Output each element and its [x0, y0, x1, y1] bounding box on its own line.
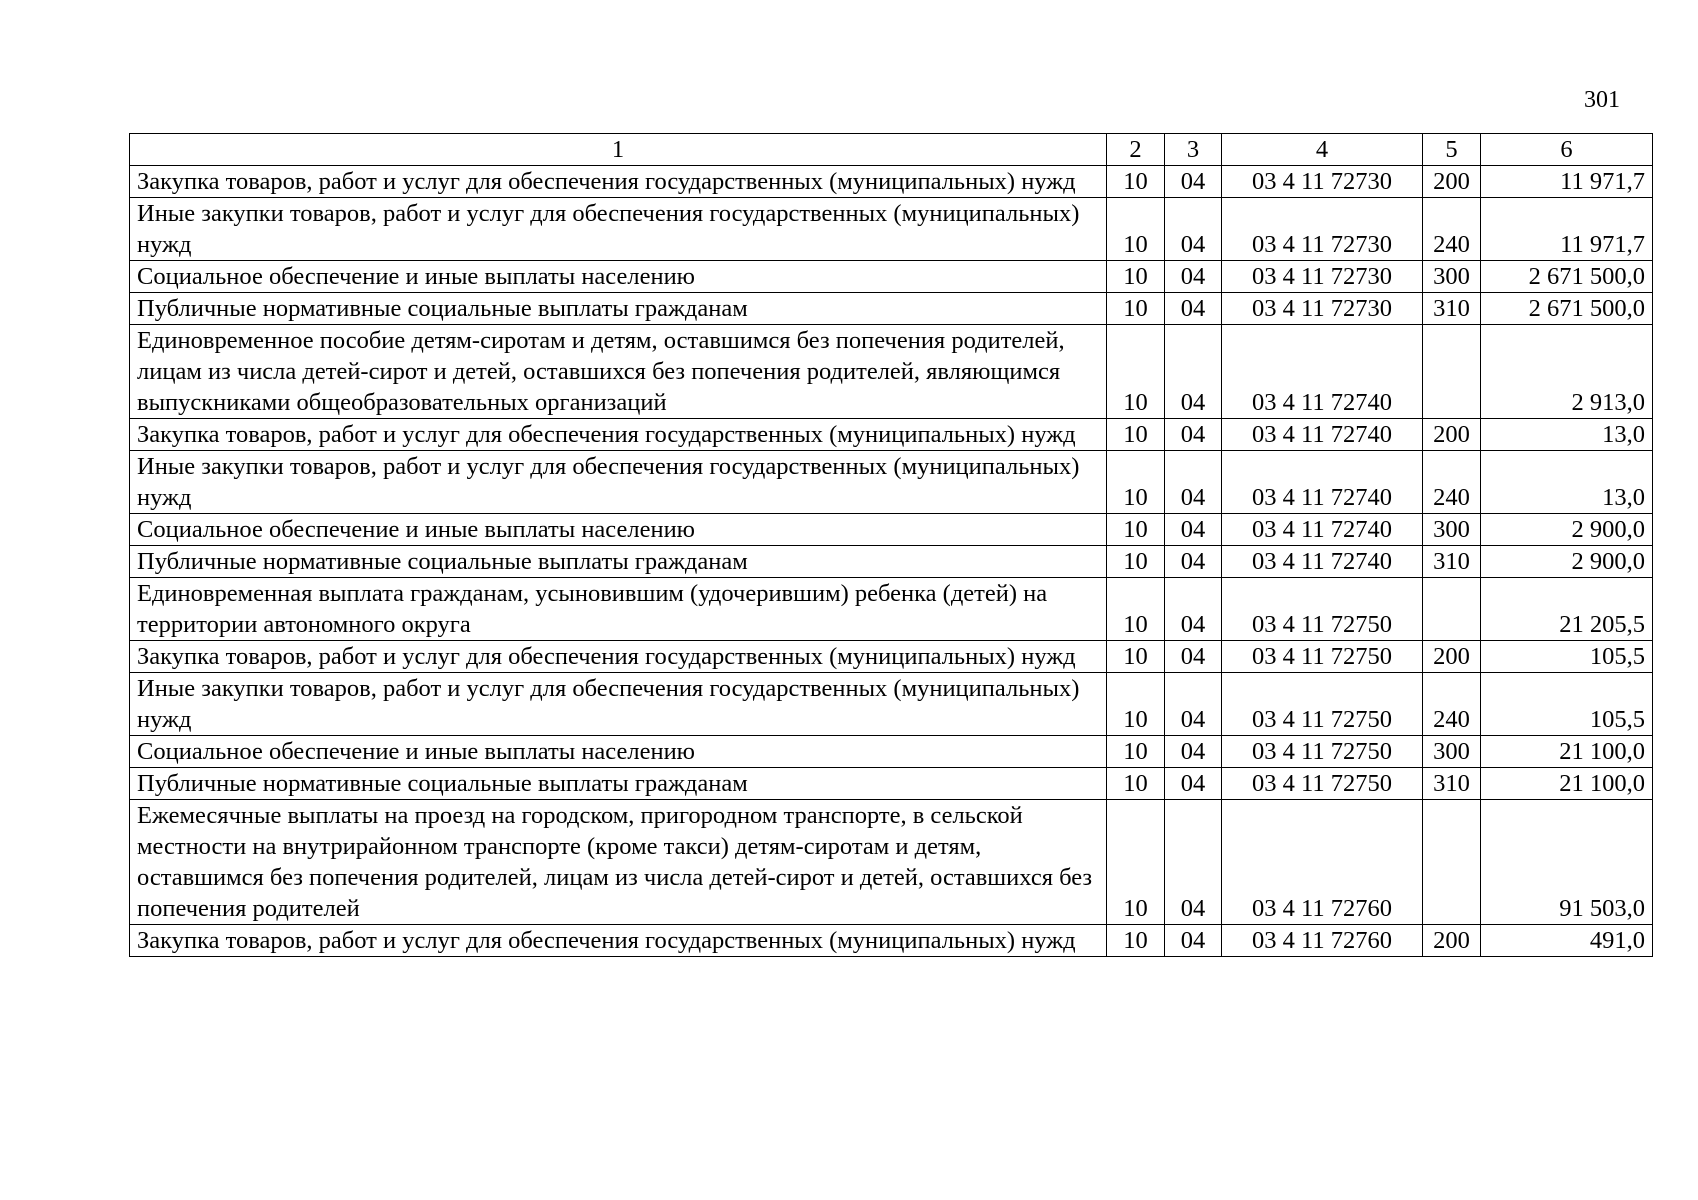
row-target-article-cell: 03 4 11 72750: [1222, 578, 1423, 641]
row-section-cell: 10: [1107, 293, 1165, 325]
header-cell-5: 5: [1423, 134, 1481, 166]
row-target-article-cell: 03 4 11 72750: [1222, 768, 1423, 800]
row-expense-type-cell: 200: [1423, 419, 1481, 451]
table-row: [130, 451, 1653, 514]
row-subsection-cell: 04: [1165, 514, 1222, 546]
header-cell-6: 6: [1481, 134, 1653, 166]
table-row: [130, 325, 1653, 419]
row-expense-type-cell: [1423, 578, 1481, 641]
row-amount-cell: 13,0: [1481, 419, 1653, 451]
row-subsection-cell: 04: [1165, 325, 1222, 419]
row-name-cell: Публичные нормативные социальные выплаты гражданам: [130, 293, 1107, 325]
header-cell-4: 4: [1222, 134, 1423, 166]
table-row: [130, 514, 1653, 546]
row-target-article-cell: 03 4 11 72730: [1222, 198, 1423, 261]
row-subsection-cell: 04: [1165, 451, 1222, 514]
row-name-cell: Социальное обеспечение и иные выплаты населению: [130, 261, 1107, 293]
table-row: [130, 641, 1653, 673]
row-subsection-cell: 04: [1165, 768, 1222, 800]
row-name-cell: Социальное обеспечение и иные выплаты населению: [130, 736, 1107, 768]
page-number: 301: [1584, 87, 1620, 113]
row-amount-cell: 11 971,7: [1481, 166, 1653, 198]
row-target-article-cell: 03 4 11 72740: [1222, 514, 1423, 546]
row-name-cell: Иные закупки товаров, работ и услуг для обеспечения государственных (муниципальных) нужд: [130, 198, 1107, 261]
table-row: [130, 546, 1653, 578]
table-row: [130, 419, 1653, 451]
row-amount-cell: 2 913,0: [1481, 325, 1653, 419]
row-section-cell: 10: [1107, 514, 1165, 546]
row-name-cell: Публичные нормативные социальные выплаты гражданам: [130, 546, 1107, 578]
table-row: [130, 198, 1653, 261]
row-amount-cell: 21 205,5: [1481, 578, 1653, 641]
row-target-article-cell: 03 4 11 72730: [1222, 166, 1423, 198]
row-amount-cell: 2 671 500,0: [1481, 293, 1653, 325]
row-section-cell: 10: [1107, 925, 1165, 957]
row-amount-cell: 91 503,0: [1481, 800, 1653, 925]
row-target-article-cell: 03 4 11 72750: [1222, 641, 1423, 673]
row-expense-type-cell: [1423, 325, 1481, 419]
row-subsection-cell: 04: [1165, 925, 1222, 957]
row-section-cell: 10: [1107, 546, 1165, 578]
row-target-article-cell: 03 4 11 72740: [1222, 325, 1423, 419]
row-section-cell: 10: [1107, 166, 1165, 198]
table-row: [130, 736, 1653, 768]
budget-table-body: [130, 134, 1653, 957]
row-subsection-cell: 04: [1165, 419, 1222, 451]
header-cell-1: 1: [130, 134, 1107, 166]
row-name-cell: Закупка товаров, работ и услуг для обеспечения государственных (муниципальных) нужд: [130, 641, 1107, 673]
row-expense-type-cell: 200: [1423, 641, 1481, 673]
header-cell-3: 3: [1165, 134, 1222, 166]
table-row: [130, 673, 1653, 736]
row-subsection-cell: 04: [1165, 546, 1222, 578]
row-amount-cell: 21 100,0: [1481, 768, 1653, 800]
row-name-cell: Закупка товаров, работ и услуг для обеспечения государственных (муниципальных) нужд: [130, 166, 1107, 198]
table-row: [130, 768, 1653, 800]
row-section-cell: 10: [1107, 198, 1165, 261]
row-expense-type-cell: 200: [1423, 925, 1481, 957]
row-target-article-cell: 03 4 11 72740: [1222, 546, 1423, 578]
row-name-cell: Ежемесячные выплаты на проезд на городском, пригородном транспорте, в сельской местности на внутрирайонном транспорте (кроме такси) детям-сиротам и детям, оставшимся без попечения родителей, лицам из числа детей-сирот и детей, оставшихся без попечения родителей: [130, 800, 1107, 925]
row-name-cell: Иные закупки товаров, работ и услуг для обеспечения государственных (муниципальных) нужд: [130, 451, 1107, 514]
table-row: [130, 293, 1653, 325]
row-target-article-cell: 03 4 11 72750: [1222, 736, 1423, 768]
row-target-article-cell: 03 4 11 72730: [1222, 261, 1423, 293]
row-target-article-cell: 03 4 11 72730: [1222, 293, 1423, 325]
row-amount-cell: 105,5: [1481, 641, 1653, 673]
budget-table: [129, 133, 1653, 957]
row-section-cell: 10: [1107, 578, 1165, 641]
table-row: [130, 925, 1653, 957]
table-header-row: [130, 134, 1653, 166]
row-section-cell: 10: [1107, 451, 1165, 514]
row-expense-type-cell: 240: [1423, 198, 1481, 261]
row-subsection-cell: 04: [1165, 641, 1222, 673]
row-expense-type-cell: 310: [1423, 546, 1481, 578]
row-target-article-cell: 03 4 11 72760: [1222, 800, 1423, 925]
row-expense-type-cell: 300: [1423, 261, 1481, 293]
row-subsection-cell: 04: [1165, 293, 1222, 325]
row-name-cell: Социальное обеспечение и иные выплаты населению: [130, 514, 1107, 546]
table-row: [130, 166, 1653, 198]
row-expense-type-cell: 240: [1423, 451, 1481, 514]
row-name-cell: Единовременное пособие детям-сиротам и детям, оставшимся без попечения родителей, лицам из числа детей-сирот и детей, оставшихся без попечения родителей, являющимся выпускниками общеобразовательных организаций: [130, 325, 1107, 419]
row-subsection-cell: 04: [1165, 578, 1222, 641]
row-expense-type-cell: 200: [1423, 166, 1481, 198]
header-cell-2: 2: [1107, 134, 1165, 166]
row-section-cell: 10: [1107, 325, 1165, 419]
row-section-cell: 10: [1107, 261, 1165, 293]
row-name-cell: Иные закупки товаров, работ и услуг для обеспечения государственных (муниципальных) нужд: [130, 673, 1107, 736]
row-section-cell: 10: [1107, 419, 1165, 451]
row-expense-type-cell: 240: [1423, 673, 1481, 736]
row-subsection-cell: 04: [1165, 198, 1222, 261]
row-amount-cell: 11 971,7: [1481, 198, 1653, 261]
row-amount-cell: 21 100,0: [1481, 736, 1653, 768]
table-row: [130, 261, 1653, 293]
row-name-cell: Закупка товаров, работ и услуг для обеспечения государственных (муниципальных) нужд: [130, 419, 1107, 451]
row-section-cell: 10: [1107, 768, 1165, 800]
row-target-article-cell: 03 4 11 72760: [1222, 925, 1423, 957]
row-amount-cell: 2 900,0: [1481, 514, 1653, 546]
row-name-cell: Закупка товаров, работ и услуг для обеспечения государственных (муниципальных) нужд: [130, 925, 1107, 957]
row-expense-type-cell: 310: [1423, 293, 1481, 325]
row-amount-cell: 13,0: [1481, 451, 1653, 514]
row-amount-cell: 105,5: [1481, 673, 1653, 736]
row-section-cell: 10: [1107, 800, 1165, 925]
row-expense-type-cell: [1423, 800, 1481, 925]
row-amount-cell: 2 671 500,0: [1481, 261, 1653, 293]
row-section-cell: 10: [1107, 736, 1165, 768]
table-row: [130, 578, 1653, 641]
row-target-article-cell: 03 4 11 72750: [1222, 673, 1423, 736]
row-target-article-cell: 03 4 11 72740: [1222, 419, 1423, 451]
row-section-cell: 10: [1107, 673, 1165, 736]
row-name-cell: Публичные нормативные социальные выплаты гражданам: [130, 768, 1107, 800]
row-expense-type-cell: 300: [1423, 736, 1481, 768]
row-subsection-cell: 04: [1165, 166, 1222, 198]
row-amount-cell: 2 900,0: [1481, 546, 1653, 578]
row-expense-type-cell: 310: [1423, 768, 1481, 800]
row-subsection-cell: 04: [1165, 673, 1222, 736]
row-section-cell: 10: [1107, 641, 1165, 673]
row-amount-cell: 491,0: [1481, 925, 1653, 957]
row-subsection-cell: 04: [1165, 736, 1222, 768]
row-target-article-cell: 03 4 11 72740: [1222, 451, 1423, 514]
row-expense-type-cell: 300: [1423, 514, 1481, 546]
row-subsection-cell: 04: [1165, 800, 1222, 925]
row-subsection-cell: 04: [1165, 261, 1222, 293]
table-row: [130, 800, 1653, 925]
row-name-cell: Единовременная выплата гражданам, усыновившим (удочерившим) ребенка (детей) на территории автономного округа: [130, 578, 1107, 641]
